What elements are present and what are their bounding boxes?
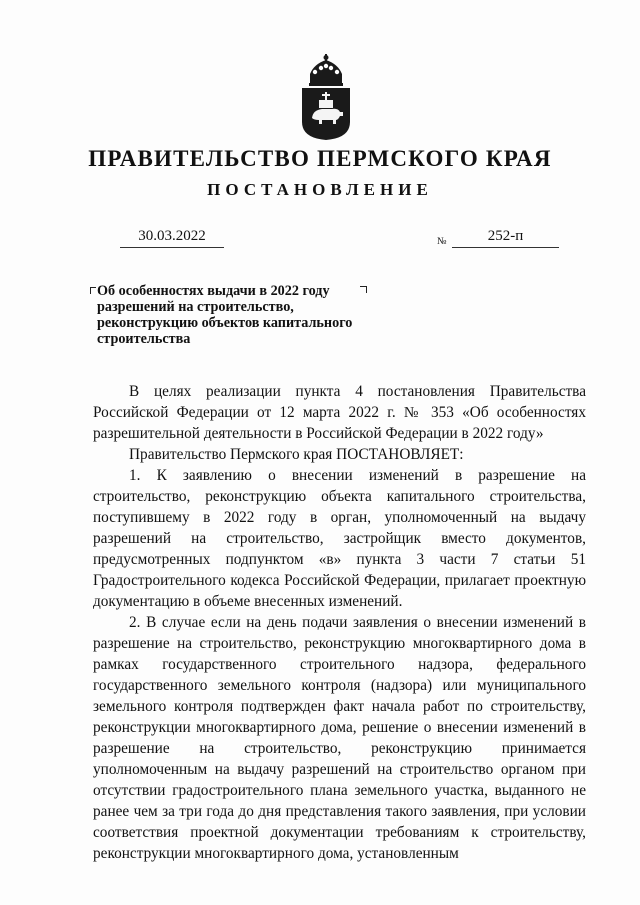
paragraph-resolves: Правительство Пермского края ПОСТАНОВЛЯЕТ: bbox=[129, 446, 464, 463]
subject-corner-left bbox=[90, 287, 96, 294]
document-subject: Об особенностях выдачи в 2022 году разрешений на строительство, реконструкцию объектов капитального строительства bbox=[97, 283, 353, 347]
paragraph-item-2: 2. В случае если на день подачи заявления о внесении изменений в разрешение на строительство, реконструкцию многоквартирного дома в рамках государственного строительного надзора, федерального государственного земельного контроля (надзора) или муниципального земельного контроля подтвержден факт начала работ по строительству, реконструкции многоквартирного дома, решение о внесении изменений в разрешение на строительство, реконструкцию принимается уполномоченным на выдачу разрешений на строительство органом при отсутствии градостроительного плана земельного участка, выданного не ранее чем за три года до дня представления такого заявления, при условии соответствия проектной документации требованиям к строительству, реконструкции многоквартирного дома, установленным bbox=[93, 614, 586, 862]
document-type: ПОСТАНОВЛЕНИЕ bbox=[207, 180, 433, 199]
document-body bbox=[93, 381, 586, 864]
paragraph-item-1: 1. К заявлению о внесении изменений в разрешение на строительство, реконструкцию объекта капитального строительства, поступившему в 2022 году в орган, уполномоченный на выдачу разрешений на строительство, застройщик вместо документов, предусмотренных подпунктом «в» пункта 3 части 7 статьи 51 Градостроительного кодекса Российской Федерации, прилагает проектную документацию в объеме внесенных изменений. bbox=[93, 467, 586, 610]
paragraph-preamble: В целях реализации пункта 4 постановления Правительства Российской Федерации от 12 марта 2022 г. № 353 «Об особенностях разрешительной деятельности в Российской Федерации в 2022 году» bbox=[93, 383, 586, 442]
document-number: 252-п bbox=[452, 228, 559, 248]
government-title: ПРАВИТЕЛЬСТВО ПЕРМСКОГО КРАЯ bbox=[88, 146, 552, 171]
document-date: 30.03.2022 bbox=[120, 228, 224, 248]
perm-krai-coat-of-arms-icon bbox=[300, 54, 352, 140]
number-sign: № bbox=[437, 236, 447, 247]
